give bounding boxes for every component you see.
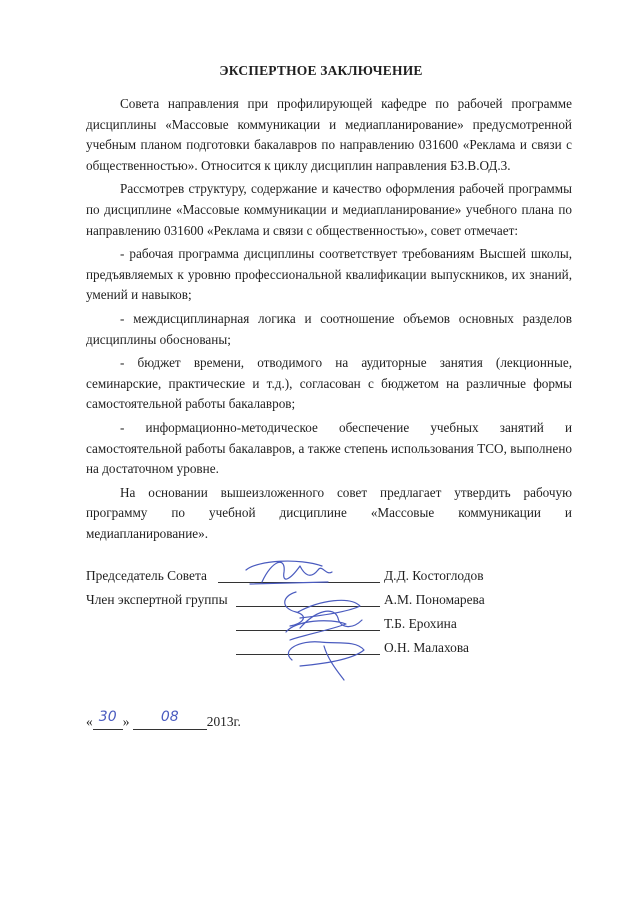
signature-line — [218, 582, 380, 583]
paragraph-point-1: - рабочая программа дисциплины соответствует требованиям Высшей школы, предъявляемых к уровню профессиональной квалификации выпускников, их знаний, умений и навыков; — [86, 246, 572, 303]
signature-member-3 — [288, 642, 364, 680]
date-open-quote: « — [86, 714, 93, 729]
signature-member-1 — [285, 592, 360, 626]
date-line — [86, 709, 241, 730]
paragraph-point-4: - информационно-методическое обеспечение учебных занятий и самостоятельной работы бакалавров, а также степень использования ТСО, выполнено на достаточном уровне. — [86, 419, 572, 477]
signature-chair — [246, 561, 332, 584]
signature-line — [236, 630, 380, 631]
paragraph-intro: Совета направления при профилирующей кафедре по рабочей программе дисциплины «Массовые коммуникации и медиапланирование» предусмотренной учебным планом подготовки бакалавров по направлению 031600 «Реклама и связи с общественностью». Относится к циклу дисциплин направления Б3.В.ОД.3. — [86, 96, 572, 173]
chair-role: Председатель Совета — [86, 568, 207, 583]
date-year: 2013г. — [206, 714, 241, 729]
paragraph-conclusion: На основании вышеизложенного совет предлагает утвердить рабочую программу по учебной дисциплине «Массовые коммуникации и медиапланирование». — [86, 484, 572, 541]
date-close-quote: » — [122, 714, 130, 729]
date-month: 08 — [160, 709, 179, 725]
document-body — [86, 94, 572, 547]
date-day-field — [93, 709, 123, 730]
document-title: ЭКСПЕРТНОЕ ЗАКЛЮЧЕНИЕ — [219, 63, 423, 78]
member-role: Член экспертной группы — [86, 592, 228, 607]
chair-name: Д.Д. Костоглодов — [384, 568, 484, 583]
date-month-field — [133, 709, 207, 730]
signature-line — [236, 606, 380, 607]
date-day: 30 — [98, 709, 117, 725]
member-name-1: А.М. Пономарева — [384, 592, 485, 607]
signature-line — [236, 654, 380, 655]
paragraph-review: Рассмотрев структуру, содержание и качество оформления рабочей программы по дисциплине «Массовые коммуникации и медиапланирование» учебного плана по направлению 031600 «Реклама и связи с общественностью», совет отмечает: — [86, 181, 572, 238]
member-name-2: Т.Б. Ерохина — [384, 616, 457, 631]
signature-member-2 — [286, 611, 362, 640]
member-name-3: О.Н. Малахова — [384, 640, 469, 655]
paragraph-point-2: - междисциплинарная логика и соотношение объемов основных разделов дисциплины обоснованы; — [86, 310, 572, 347]
paragraph-point-3: - бюджет времени, отводимого на аудиторные занятия (лекционные, семинарские, практические и т.д.), согласован с бюджетом на различные формы самостоятельной работы бакалавров; — [86, 355, 572, 412]
